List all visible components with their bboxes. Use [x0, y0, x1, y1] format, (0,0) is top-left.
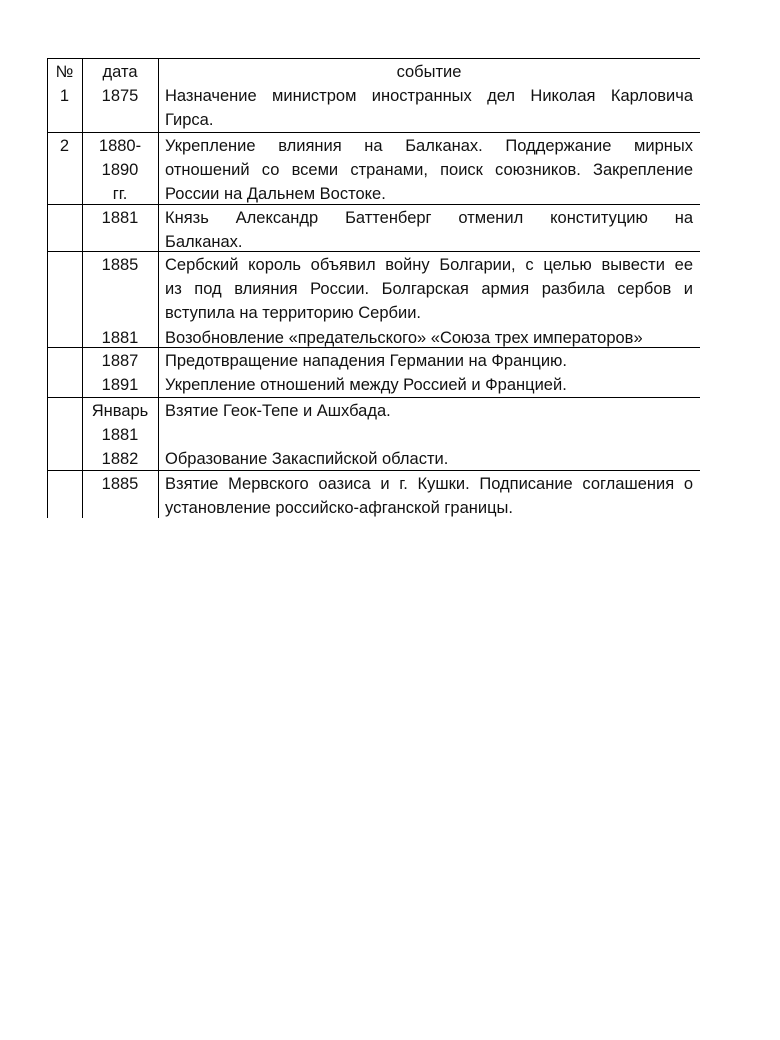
event-date: 1882: [101, 450, 139, 469]
event-text: отношений со всеми странами, поиск союзников. Закрепление: [165, 161, 693, 180]
event-text: установление российско-афганской границы.: [165, 499, 513, 518]
event-text: Возобновление «предательского» «Союза трех императоров»: [165, 328, 643, 347]
event-date: 1881: [101, 426, 139, 445]
event-date: 1885: [101, 256, 139, 274]
event-date: [82, 108, 158, 132]
event-date: [82, 496, 158, 520]
event-text: Гирса.: [165, 111, 214, 130]
event-text: России на Дальнем Востоке.: [165, 185, 386, 204]
event-text: вступила на территорию Сербии.: [165, 304, 421, 323]
event-date: [82, 277, 158, 301]
event-text: Укрепление отношений между Россией и Францией.: [165, 376, 567, 395]
event-text: Князь Александр Баттенберг отменил конституцию на: [165, 209, 693, 227]
event-text: Сербский король объявил войну Болгарии, с целью вывести ее: [165, 256, 693, 274]
event-date: 1880-: [98, 137, 142, 155]
row-number: [47, 277, 82, 301]
row-number: [47, 447, 82, 471]
row-number: [47, 349, 82, 373]
row-number: [47, 423, 82, 447]
row-number: [47, 206, 82, 230]
event-text: Назначение министром иностранных дел Николая Карловича: [165, 87, 693, 106]
row-number: №: [55, 63, 74, 81]
row-number: 1: [59, 87, 70, 106]
event-date: 1891: [101, 376, 139, 395]
event-date: дата: [102, 63, 138, 81]
row-number: [47, 496, 82, 520]
row-number: [47, 182, 82, 206]
event-date: [82, 230, 158, 254]
event-date: [82, 301, 158, 325]
row-number: [47, 399, 82, 423]
row-divider: [47, 58, 700, 59]
event-date: гг.: [112, 185, 128, 204]
row-number: [47, 326, 82, 350]
row-number: 2: [59, 137, 70, 155]
event-date: 1887: [101, 352, 139, 370]
event-text: Укрепление влияния на Балканах. Поддержание мирных: [165, 137, 693, 155]
row-number: [47, 253, 82, 277]
column-header-event: событие: [396, 63, 462, 81]
event-date: 1890: [101, 161, 139, 180]
event-text: Балканах.: [165, 233, 243, 252]
event-text: Предотвращение нападения Германии на Францию.: [165, 352, 568, 370]
event-date: 1875: [101, 87, 139, 106]
event-date: 1881: [101, 209, 139, 227]
row-number: [47, 373, 82, 397]
event-text: Взятие Мервского оазиса и г. Кушки. Подписание соглашения о: [165, 475, 693, 493]
event-date: 1885: [101, 475, 139, 493]
event-text: из под влияния России. Болгарская армия разбила сербов и: [165, 280, 693, 299]
row-number: [47, 108, 82, 132]
event-text: Взятие Геок-Тепе и Ашхбада.: [165, 402, 391, 420]
event-text: [165, 423, 693, 447]
event-date: Январь: [91, 402, 149, 420]
event-date: 1881: [101, 328, 139, 347]
row-number: [47, 472, 82, 496]
column-divider: [158, 58, 159, 518]
row-number: [47, 158, 82, 182]
event-text: Образование Закаспийской области.: [165, 450, 449, 469]
row-number: [47, 301, 82, 325]
row-number: [47, 230, 82, 254]
